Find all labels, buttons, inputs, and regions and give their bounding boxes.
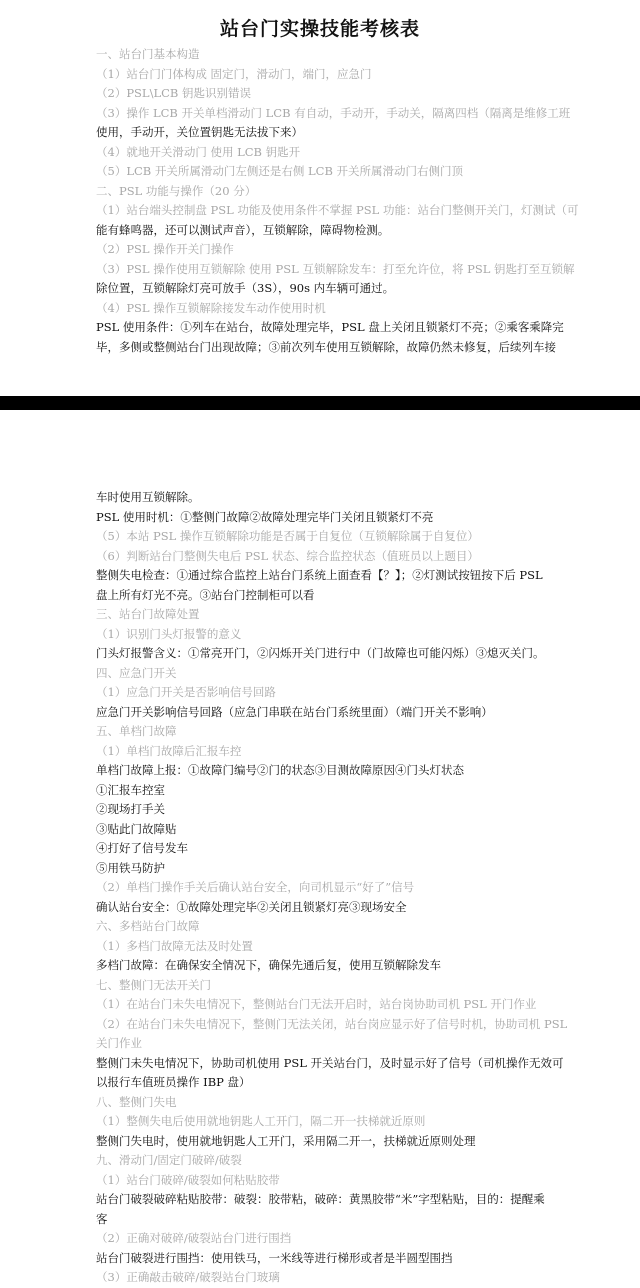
outline-prompt-line: （5）本站 PSL 操作互锁解除功能是否属于自复位（互锁解除属于自复位）: [96, 529, 479, 543]
outline-prompt-line: （1）站台门破碎/破裂如何粘贴胶带: [96, 1172, 280, 1187]
outline-prompt-line: （1）站台门门体构成 固定门，滑动门，端门，应急门: [96, 66, 372, 81]
outline-prompt-line: 九、滑动门/固定门破碎/破裂: [96, 1153, 242, 1167]
outline-prompt-line: （2）PSL 操作开关门操作: [96, 242, 234, 256]
answer-text-line: 除位置，互锁解除灯亮可放手（3S），90s 内车辆可通过。: [96, 281, 395, 295]
page-1-text-block: [96, 45, 579, 357]
answer-text-line: PSL 使用条件：①列车在站台，故障处理完毕，PSL 盘上关闭且锁紧灯不亮；②乘客乘降完: [96, 320, 564, 334]
answer-text-line: 单档门故障上报：①故障门编号②门的状态③目测故障原因④门头灯状态: [96, 763, 464, 777]
outline-prompt-line: （1）站台端头控制盘 PSL 功能及使用条件不掌握 PSL 功能：站台门整侧开关门，灯测试（可: [96, 203, 579, 217]
outline-prompt-line: 关门作业: [96, 1036, 142, 1050]
outline-prompt-line: 五、单档门故障: [96, 724, 177, 738]
answer-text-line: 盘上所有灯光不亮。③站台门控制柜可以看: [96, 587, 315, 602]
answer-text-line: 站台门破裂进行围挡：使用铁马，一米线等进行梯形或者是半圆型围挡: [96, 1250, 453, 1265]
page-separator: [0, 396, 640, 410]
outline-prompt-line: 八、整侧门失电: [96, 1094, 177, 1109]
answer-text-line: 整侧门未失电情况下，协助司机使用 PSL 开关站台门，及时显示好了信号（司机操作无效可: [96, 1055, 564, 1070]
outline-prompt-line: （3）正确敲击破碎/破裂站台门玻璃: [96, 1270, 280, 1284]
outline-prompt-line: （1）多档门故障无法及时处置: [96, 938, 253, 953]
answer-text-line: 确认站台安全：①故障处理完毕②关闭且锁紧灯亮③现场安全: [96, 899, 407, 914]
answer-text-line: 能有蜂鸣器，还可以测试声音），互锁解除，障碍物检测。: [96, 222, 390, 237]
outline-prompt-line: 六、多档站台门故障: [96, 919, 200, 933]
answer-text-line: 使用，手动开，关位置钥匙无法拔下来）: [96, 125, 303, 139]
outline-prompt-line: （2）单档门操作手关后确认站台安全，向司机显示“好了”信号: [96, 880, 415, 894]
answer-text-line: 以报行车值班员操作 IBP 盘）: [96, 1075, 251, 1089]
outline-prompt-line: （4）就地开关滑动门 使用 LCB 钥匙开: [96, 144, 301, 159]
outline-prompt-line: （1）识别门头灯报警的意义: [96, 626, 242, 641]
answer-text-line: ④打好了信号发车: [96, 841, 188, 855]
answer-text-line: 应急门开关影响信号回路（应急门串联在站台门系统里面）（端门开关不影响）: [96, 704, 493, 719]
document-title: 站台门实操技能考核表: [219, 18, 420, 40]
outline-prompt-line: 一、站台门基本构造: [96, 47, 200, 61]
outline-prompt-line: 四、应急门开关: [96, 665, 177, 680]
answer-text-line: 车时使用互锁解除。: [96, 490, 200, 504]
document-page-2: [0, 410, 640, 1284]
answer-text-line: ①汇报车控室: [96, 782, 165, 797]
outline-prompt-line: （2）PSL\LCB 钥匙识别错误: [96, 86, 251, 100]
answer-text-line: 客: [96, 1211, 108, 1226]
answer-text-line: ②现场打手关: [96, 802, 165, 816]
outline-prompt-line: （5）LCB 开关所属滑动门左侧还是右侧 LCB 开关所属滑动门右侧门顶: [96, 164, 464, 178]
answer-text-line: ⑤用铁马防护: [96, 860, 165, 875]
outline-prompt-line: （3）操作 LCB 开关单档滑动门 LCB 有自动，手动开，手动关，隔离四档（隔离是维修工班: [96, 105, 571, 120]
outline-prompt-line: （4）PSL 操作互锁解除接发车动作使用时机: [96, 300, 326, 315]
answer-text-line: 毕，多侧或整侧站台门出现故障；③前次列车使用互锁解除，故障仍然未修复，后续列车接: [96, 339, 556, 354]
outline-prompt-line: 七、整侧门无法开关门: [96, 977, 211, 992]
answer-text-line: ③贴此门故障贴: [96, 821, 177, 836]
answer-text-line: 多档门故障：在确保安全情况下，确保先通后复，使用互锁解除发车: [96, 958, 441, 972]
document-page-1: [0, 0, 640, 396]
outline-prompt-line: （1）单档门故障后汇报车控: [96, 743, 242, 758]
answer-text-line: 站台门破裂破碎粘贴胶带：破裂：胶带粘，破碎：黄黑胶带“米”字型粘贴，目的：提醒乘: [96, 1192, 545, 1206]
answer-text-line: 门头灯报警含义：①常亮开门，②闪烁开关门进行中（门故障也可能闪烁）③熄灭关门。: [96, 646, 545, 660]
outline-prompt-line: （3）PSL 操作使用互锁解除 使用 PSL 互锁解除发车：打至允许位，将 PSL 钥匙打至互锁解: [96, 261, 575, 276]
outline-prompt-line: （1）整侧失电后使用就地钥匙人工开门，隔二开一扶梯就近原则: [96, 1114, 426, 1128]
outline-prompt-line: （2）正确对破碎/破裂站台门进行围挡: [96, 1231, 292, 1245]
page-2-text-block: [96, 488, 568, 1288]
answer-text-line: 整侧门失电时，使用就地钥匙人工开门，采用隔二开一，扶梯就近原则处理: [96, 1133, 476, 1148]
outline-prompt-line: （1）应急门开关是否影响信号回路: [96, 685, 276, 699]
answer-text-line: PSL 使用时机：①整侧门故障②故障处理完毕门关闭且锁紧灯不亮: [96, 509, 434, 524]
outline-prompt-line: （1）在站台门未失电情况下，整侧站台门无法开启时，站台岗协助司机 PSL 开门作业: [96, 997, 537, 1011]
outline-prompt-line: 二、PSL 功能与操作（20 分）: [96, 183, 257, 198]
outline-prompt-line: （2）在站台门未失电情况下，整侧门无法关闭，站台岗应显示好了信号时机，协助司机 PSL: [96, 1016, 568, 1031]
outline-prompt-line: （6）判断站台门整侧失电后 PSL 状态、综合监控状态（值班员以上题目）: [96, 548, 479, 563]
outline-prompt-line: 三、站台门故障处置: [96, 607, 200, 621]
answer-text-line: 整侧失电检查：①通过综合监控上站台门系统上面查看【？】；②灯测试按钮按下后 PSL: [96, 568, 543, 582]
